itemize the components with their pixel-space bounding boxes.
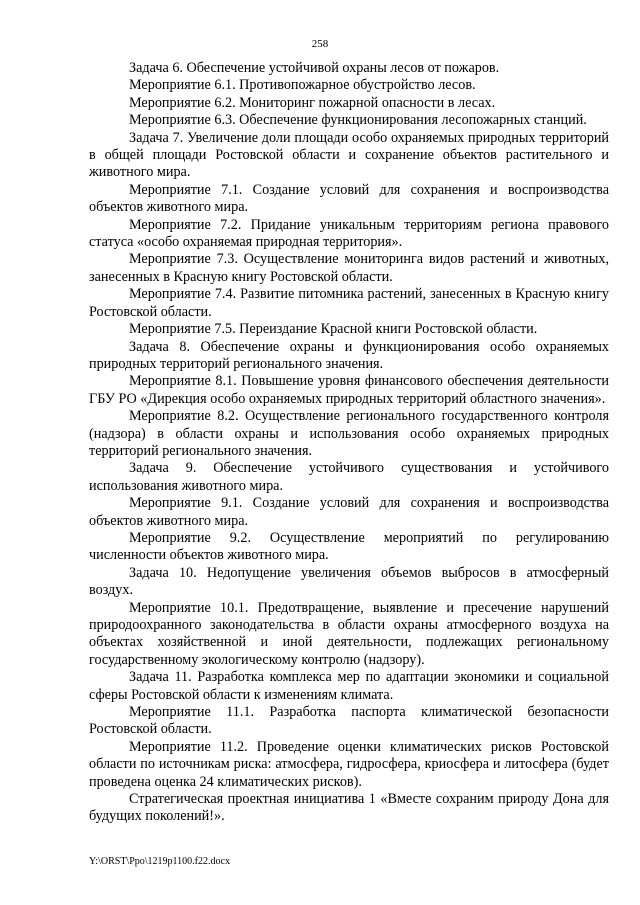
- paragraph-measure-6-1: Мероприятие 6.1. Противопожарное обустройство лесов.: [129, 77, 476, 94]
- paragraph-task-8: Задача 8. Обеспечение охраны и функционирования особо охраняемых природных территорий регионального значения.: [89, 338, 609, 372]
- paragraph-strategic-initiative-1: Стратегическая проектная инициатива 1 «Вместе сохраним природу Дона для будущих поколений!».: [89, 791, 609, 825]
- paragraph-measure-6-3: Мероприятие 6.3. Обеспечение функционирования лесопожарных станций.: [129, 112, 587, 129]
- page-number: 258: [311, 38, 329, 50]
- paragraph-measure-7-1: Мероприятие 7.1. Создание условий для сохранения и воспроизводства объектов животного мира.: [89, 181, 609, 216]
- paragraph-measure-7-2: Мероприятие 7.2. Придание уникальным территориям региона правового статуса «особо охраняемая природная территория».: [89, 216, 609, 251]
- paragraph-measure-7-4: Мероприятие 7.4. Развитие питомника растений, занесенных в Красную книгу Ростовской области.: [89, 286, 609, 320]
- footer-file-path: Y:\ORST\Ppo\1219p1100.f22.docx: [89, 856, 230, 867]
- paragraph-measure-8-1: Мероприятие 8.1. Повышение уровня финансового обеспечения деятельности ГБУ РО «Дирекция особо охраняемых природных территорий областного значения».: [89, 373, 609, 407]
- paragraph-task-11: Задача 11. Разработка комплекса мер по адаптации экономики и социальной сферы Ростовской области к изменениям климата.: [89, 669, 609, 703]
- paragraph-measure-6-2: Мероприятие 6.2. Мониторинг пожарной опасности в лесах.: [129, 94, 496, 111]
- paragraph-task-10: Задача 10. Недопущение увеличения объемов выбросов в атмосферный воздух.: [89, 564, 609, 599]
- paragraph-measure-10-1: Мероприятие 10.1. Предотвращение, выявление и пресечение нарушений природоохранного законодательства в области охраны атмосферного воздуха на объектах хозяйственной и иной деятельности, подлежащих региональному государственному экологическому контролю (надзору).: [89, 599, 609, 668]
- paragraph-task-6: Задача 6. Обеспечение устойчивой охраны лесов от пожаров.: [129, 60, 500, 76]
- paragraph-measure-11-2: Мероприятие 11.2. Проведение оценки климатических рисков Ростовской области по источникам риска: атмосфера, гидросфера, криосфера и литосфера (будет проведена оценка 24 климатических рисков).: [89, 738, 609, 790]
- paragraph-measure-8-2: Мероприятие 8.2. Осуществление регионального государственного контроля (надзора) в области охраны и использования особо охраняемых природных территорий регионального значения.: [89, 408, 609, 459]
- paragraph-measure-7-5: Мероприятие 7.5. Переиздание Красной книги Ростовской области.: [129, 321, 538, 338]
- paragraph-measure-9-1: Мероприятие 9.1. Создание условий для сохранения и воспроизводства объектов животного мира.: [89, 495, 609, 529]
- document-body: [89, 60, 609, 826]
- paragraph-measure-7-3: Мероприятие 7.3. Осуществление мониторинга видов растений и животных, занесенных в Красную книгу Ростовской области.: [89, 251, 609, 285]
- paragraph-measure-9-2: Мероприятие 9.2. Осуществление мероприятий по регулированию численности объектов животного мира.: [89, 529, 609, 564]
- paragraph-measure-11-1: Мероприятие 11.1. Разработка паспорта климатической безопасности Ростовской области.: [89, 704, 609, 738]
- paragraph-task-9: Задача 9. Обеспечение устойчивого существования и устойчивого использования животного мира.: [89, 460, 609, 494]
- paragraph-task-7: Задача 7. Увеличение доли площади особо охраняемых природных территорий в общей площади Ростовской области и сохранение объектов растительного и животного мира.: [89, 129, 609, 181]
